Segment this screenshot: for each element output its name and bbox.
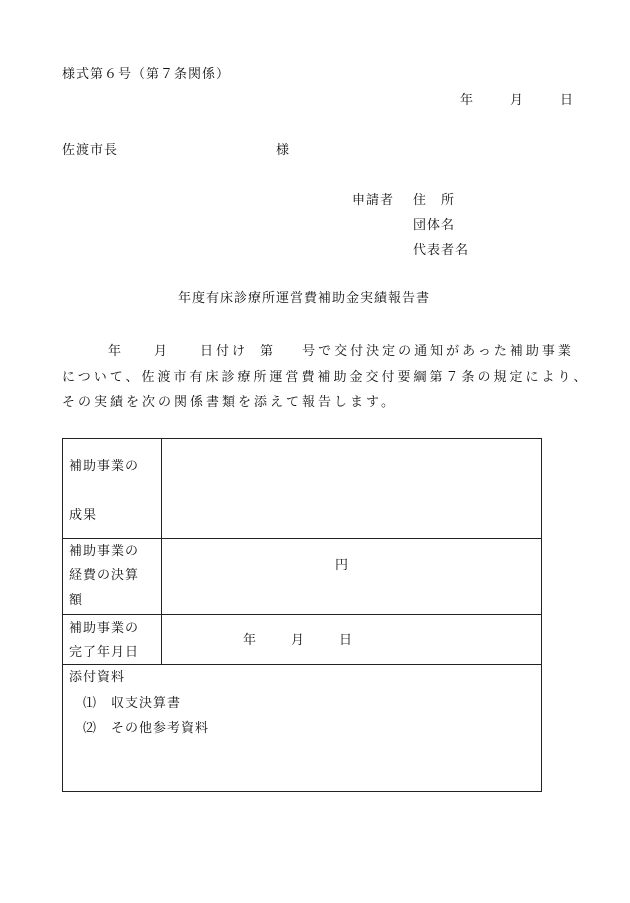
result-label-cell bbox=[63, 439, 162, 539]
result-label-line-2: 成果 bbox=[69, 508, 98, 523]
expense-label-line-3: 額 bbox=[69, 593, 84, 608]
body-month-label: 月 bbox=[154, 344, 171, 359]
attachments-label: 添付資料 bbox=[69, 670, 126, 685]
completion-month-label: 月 bbox=[291, 633, 306, 648]
body-year-label: 年 bbox=[108, 344, 125, 359]
result-value-cell[interactable] bbox=[162, 439, 542, 539]
attachment-item-2-num: ⑵ bbox=[83, 721, 98, 736]
body-line-3: その実績を次の関係書類を添えて報告します。 bbox=[62, 395, 397, 410]
attachments-cell[interactable] bbox=[63, 665, 542, 792]
date-month-label: 月 bbox=[510, 93, 525, 108]
applicant-address-label: 住 所 bbox=[413, 193, 456, 208]
expense-row bbox=[63, 539, 542, 615]
applicant-representative-label: 代表者名 bbox=[413, 243, 470, 258]
report-table bbox=[62, 438, 542, 792]
completion-label-line-2: 完了年月日 bbox=[69, 645, 140, 660]
expense-label-line-2: 経費の決算 bbox=[69, 568, 140, 583]
expense-unit: 円 bbox=[335, 558, 350, 573]
addressee-honorific: 様 bbox=[276, 143, 291, 158]
attachment-item-1-num: ⑴ bbox=[83, 696, 98, 711]
completion-label-cell bbox=[63, 615, 162, 665]
expense-label-line-1: 補助事業の bbox=[69, 544, 140, 559]
expense-label-cell bbox=[63, 539, 162, 615]
body-no-label: 第 bbox=[260, 344, 277, 359]
body-line-2: について、佐渡市有床診療所運営費補助金交付要綱第７条の規定により、 bbox=[62, 370, 590, 385]
completion-value-cell[interactable] bbox=[162, 615, 542, 665]
attachment-item-1-text: 収支決算書 bbox=[111, 696, 182, 711]
completion-year-label: 年 bbox=[243, 633, 258, 648]
result-row bbox=[63, 439, 542, 539]
completion-date bbox=[243, 634, 353, 647]
body-dated-label: 日付け bbox=[200, 344, 249, 359]
applicant-label: 申請者 bbox=[352, 193, 395, 208]
result-label-line-1: 補助事業の bbox=[69, 459, 140, 474]
attachment-item-2-text: その他参考資料 bbox=[111, 721, 210, 736]
date-year-label: 年 bbox=[460, 93, 475, 108]
completion-row bbox=[63, 615, 542, 665]
form-number: 様式第６号（第７条関係） bbox=[62, 67, 231, 82]
applicant-group-label: 団体名 bbox=[413, 218, 456, 233]
completion-day-label: 日 bbox=[339, 633, 354, 648]
date-header bbox=[460, 94, 574, 107]
body-line-1-rest: 号で交付決定の通知があった補助事業 bbox=[302, 344, 574, 359]
document-title: 年度有床診療所運営費補助金実績報告書 bbox=[178, 291, 431, 306]
attachments-row bbox=[63, 665, 542, 792]
expense-value-cell[interactable] bbox=[162, 539, 542, 615]
completion-label-line-1: 補助事業の bbox=[69, 621, 140, 636]
date-day-label: 日 bbox=[560, 93, 575, 108]
attachment-item-2 bbox=[83, 722, 209, 735]
attachment-item-1 bbox=[83, 697, 181, 710]
body-line-1 bbox=[108, 345, 574, 358]
addressee-mayor: 佐渡市長 bbox=[62, 143, 119, 158]
